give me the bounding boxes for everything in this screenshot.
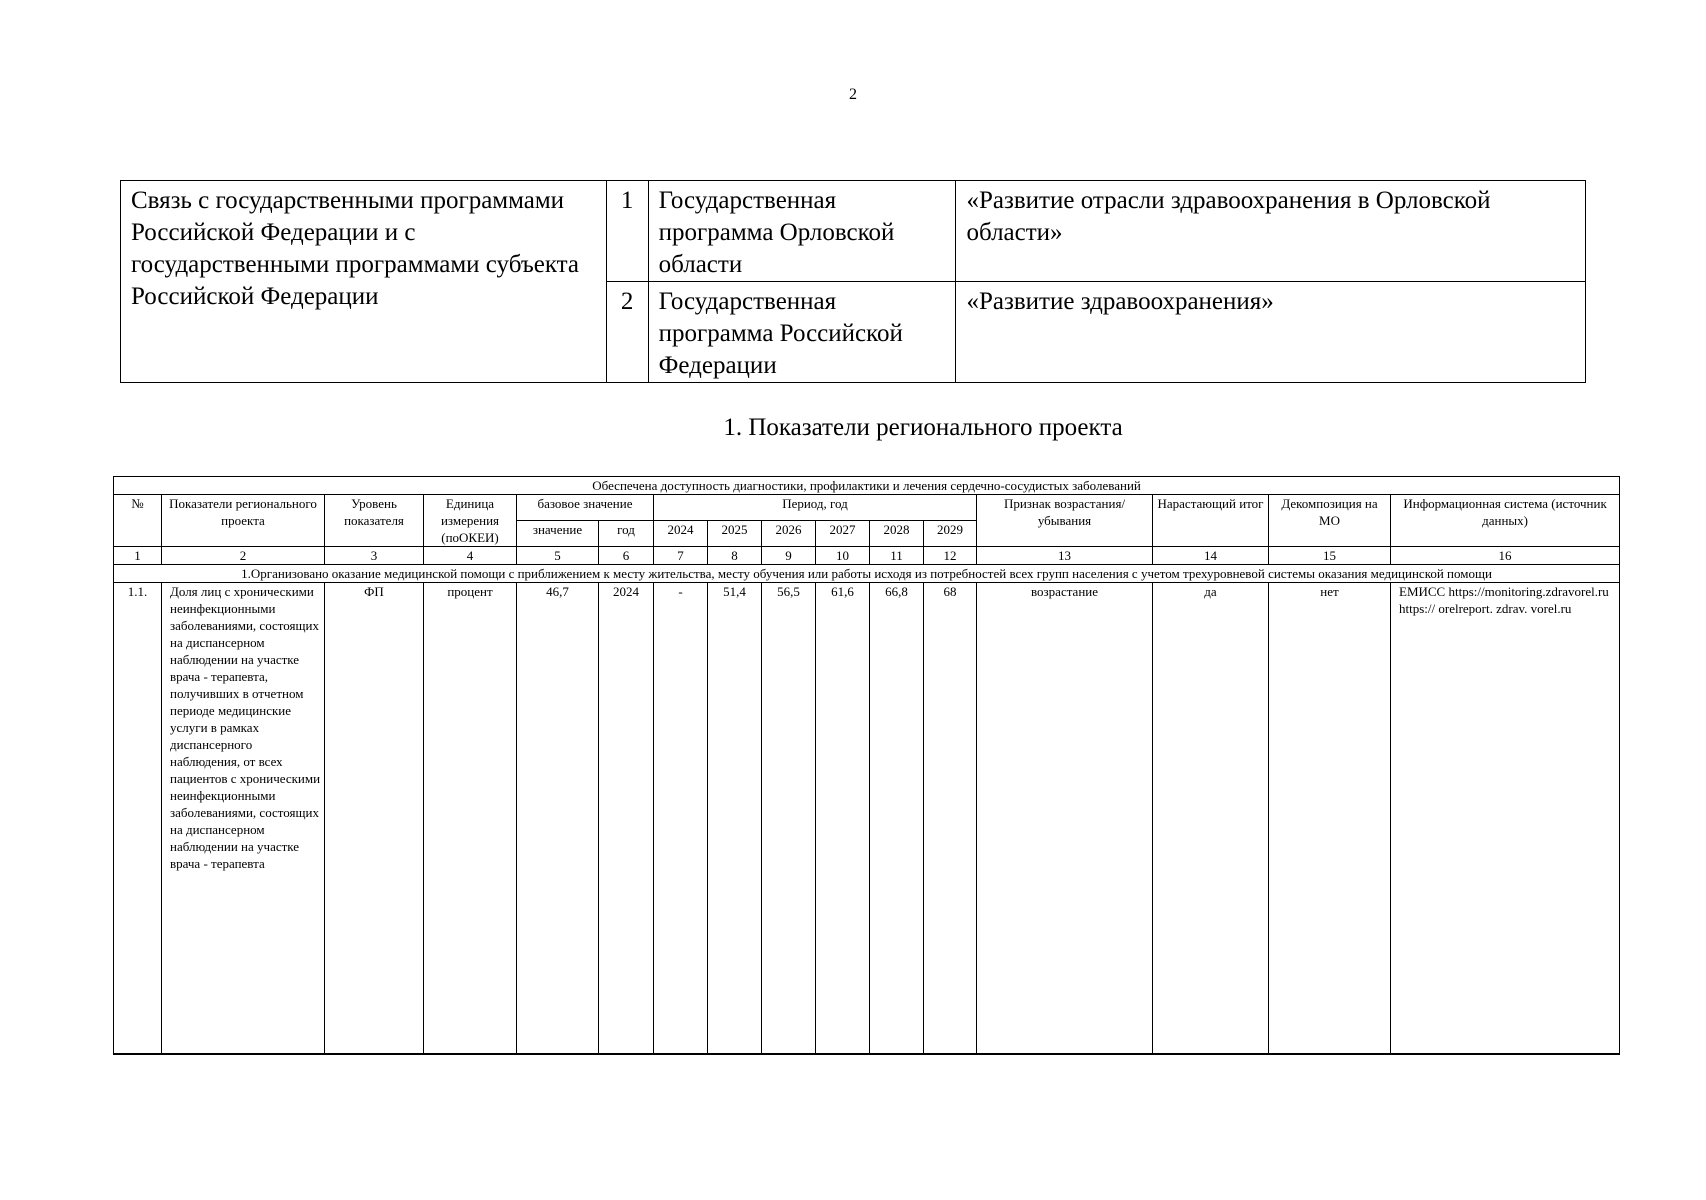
column-number: 1 bbox=[114, 547, 162, 565]
row-level: ФП bbox=[325, 583, 424, 1055]
column-number: 9 bbox=[762, 547, 816, 565]
column-number: 15 bbox=[1269, 547, 1391, 565]
header-year: 2028 bbox=[870, 521, 924, 547]
link-program: Государственная программа Российской Федерации bbox=[648, 282, 956, 383]
column-number: 7 bbox=[654, 547, 708, 565]
header-level: Уровень показателя bbox=[325, 495, 424, 547]
header-base-year: год bbox=[599, 521, 654, 547]
column-number: 2 bbox=[162, 547, 325, 565]
header-unit: Единица измерения (поОКЕИ) bbox=[424, 495, 517, 547]
link-program: Государственная программа Орловской области bbox=[648, 181, 956, 282]
row-value: 61,6 bbox=[816, 583, 870, 1055]
row-base-value: 46,7 bbox=[517, 583, 599, 1055]
column-number: 12 bbox=[924, 547, 977, 565]
link-program-name: «Развитие отрасли здравоохранения в Орловской области» bbox=[956, 181, 1586, 282]
row-cumulative: да bbox=[1153, 583, 1269, 1055]
indicators-table bbox=[113, 476, 1620, 1055]
row-value: 56,5 bbox=[762, 583, 816, 1055]
column-number: 8 bbox=[708, 547, 762, 565]
row-num: 1.1. bbox=[114, 583, 162, 1055]
column-number: 16 bbox=[1391, 547, 1620, 565]
header-year: 2024 bbox=[654, 521, 708, 547]
link-program-name: «Развитие здравоохранения» bbox=[956, 282, 1586, 383]
column-number: 11 bbox=[870, 547, 924, 565]
column-number: 3 bbox=[325, 547, 424, 565]
goal-title: Обеспечена доступность диагностики, профилактики и лечения сердечно-сосудистых заболеваний bbox=[114, 477, 1620, 495]
page-number: 2 bbox=[849, 86, 857, 103]
header-info-system: Информационная система (источник данных) bbox=[1391, 495, 1620, 547]
row-trend: возрастание bbox=[977, 583, 1153, 1055]
header-indicator: Показатели регионального проекта bbox=[162, 495, 325, 547]
header-trend: Признак возрастания/убывания bbox=[977, 495, 1153, 547]
header-year: 2029 bbox=[924, 521, 977, 547]
row-value: 51,4 bbox=[708, 583, 762, 1055]
header-year: 2027 bbox=[816, 521, 870, 547]
row-info-system: ЕМИСС https://monitoring.zdravorel.ru https:// orelreport. zdrav. vorel.ru bbox=[1391, 583, 1620, 1055]
table-row bbox=[114, 583, 1620, 1055]
column-number: 4 bbox=[424, 547, 517, 565]
row-base-year: 2024 bbox=[599, 583, 654, 1055]
header-cumulative: Нарастающий итог bbox=[1153, 495, 1269, 547]
header-period: Период, год bbox=[654, 495, 977, 521]
column-number: 14 bbox=[1153, 547, 1269, 565]
header-base: базовое значение bbox=[517, 495, 654, 521]
program-links-table bbox=[120, 180, 1586, 383]
links-label: Связь с государственными программами Российской Федерации и с государственными программами субъекта Российской Федерации bbox=[121, 181, 607, 383]
row-unit: процент bbox=[424, 583, 517, 1055]
section-title: 1. Показатели регионального проекта bbox=[723, 414, 1123, 441]
row-decomposition: нет bbox=[1269, 583, 1391, 1055]
header-num: № bbox=[114, 495, 162, 547]
row-indicator: Доля лиц с хроническими неинфекционными заболеваниями, состоящих на диспансерном наблюдении на участке врача - терапевта, получивших в отчетном периоде медицинские услуги в рамках диспансерного наблюдения, от всех пациентов с хроническими неинфекционными заболеваниями, состоящих на диспансерном наблюдении на участке врача - терапевта bbox=[162, 583, 325, 1055]
column-number: 5 bbox=[517, 547, 599, 565]
row-value: 66,8 bbox=[870, 583, 924, 1055]
header-decomposition: Декомпозиция на МО bbox=[1269, 495, 1391, 547]
link-num: 2 bbox=[606, 282, 648, 383]
column-number: 13 bbox=[977, 547, 1153, 565]
header-year: 2026 bbox=[762, 521, 816, 547]
task-title: 1.Организовано оказание медицинской помощи с приближением к месту жительства, месту обучения или работы исходя из потребностей всех групп населения с учетом трехуровневой системы оказания медицинской помощи bbox=[114, 565, 1620, 583]
row-value: 68 bbox=[924, 583, 977, 1055]
link-num: 1 bbox=[606, 181, 648, 282]
row-value: - bbox=[654, 583, 708, 1055]
column-number: 6 bbox=[599, 547, 654, 565]
column-number: 10 bbox=[816, 547, 870, 565]
header-year: 2025 bbox=[708, 521, 762, 547]
header-base-value: значение bbox=[517, 521, 599, 547]
